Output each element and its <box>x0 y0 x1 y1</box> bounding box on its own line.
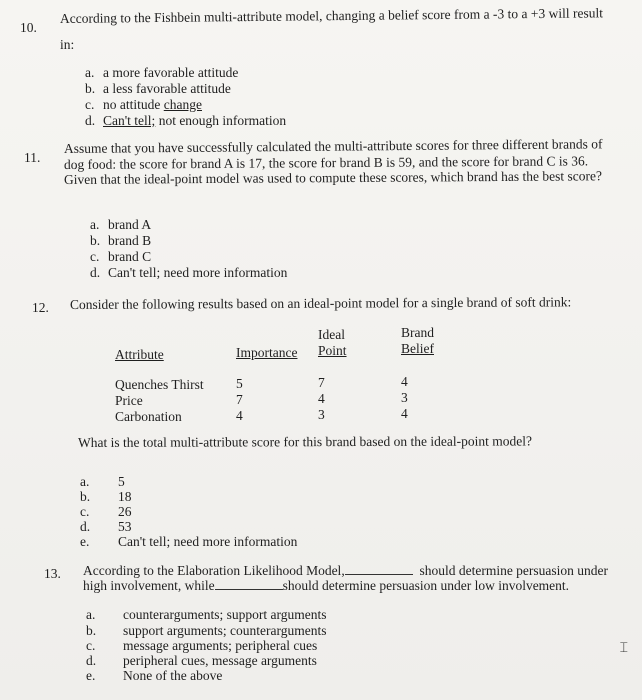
q12-option-d[interactable]: d. 53 <box>80 519 132 534</box>
q11-text-line2: dog food: the score for brand A is 17, the score for brand B is 59, and the score for brand C is 36. <box>63 153 589 172</box>
q12-option-e[interactable]: e. Can't tell; need more information <box>80 534 298 549</box>
q10-number: 10. <box>20 20 37 35</box>
q11-option-a[interactable]: a. brand A <box>90 217 152 232</box>
table-row-belief: 4 <box>401 406 408 421</box>
blank-1[interactable] <box>345 574 413 575</box>
q13-option-a[interactable]: a. counterarguments; support arguments <box>86 607 327 622</box>
table-row-attribute: Carbonation <box>115 409 182 424</box>
q10-option-a[interactable]: a. a more favorable attitude <box>85 65 239 80</box>
q12-text: Consider the following results based on an ideal-point model for a single brand of soft drink: <box>69 294 572 312</box>
text-cursor-icon: ⌶ <box>619 640 628 656</box>
table-row-importance: 7 <box>236 392 243 407</box>
table-row-importance: 4 <box>236 408 243 423</box>
table-row-importance: 5 <box>236 376 243 391</box>
q11-text-line3: Given that the ideal-point model was used to compute these scores, which brand has the best score? <box>63 168 603 187</box>
q11-number: 11. <box>24 150 41 165</box>
q13-text-line2: high involvement, while should determine persuasion under low involvement. <box>83 578 570 593</box>
q11-option-b[interactable]: b. brand B <box>90 233 152 248</box>
q13-number: 13. <box>44 566 61 581</box>
q11-option-d[interactable]: d. Can't tell; need more information <box>90 265 288 280</box>
q11-text-line1: Assume that you have successfully calculated the multi-attribute scores for three different brands of <box>63 136 603 156</box>
table-row-ideal: 3 <box>318 407 325 422</box>
q13-text-line1: According to the Elaboration Likelihood Model, should determine persuasion under <box>83 563 609 578</box>
blank-2[interactable] <box>215 589 283 590</box>
table-header-ideal-bottom: Point <box>318 343 347 358</box>
q13-option-c[interactable]: c. message arguments; peripheral cues <box>86 638 318 653</box>
q13-option-e[interactable]: e. None of the above <box>86 668 223 683</box>
q13-option-d[interactable]: d. peripheral cues, message arguments <box>86 653 317 668</box>
table-header-brand-top: Brand <box>401 325 434 340</box>
q10-option-c[interactable]: c. no attitude change <box>85 97 202 112</box>
table-header-importance: Importance <box>236 345 298 360</box>
table-row-ideal: 7 <box>318 375 325 390</box>
q11-option-c[interactable]: c. brand C <box>90 249 152 264</box>
q12-option-a[interactable]: a. 5 <box>80 474 125 489</box>
q10-option-d[interactable]: d. Can't tell; not enough information <box>85 113 287 128</box>
table-row-attribute: Price <box>115 393 143 408</box>
q10-text-line2: in: <box>60 37 75 52</box>
table-header-attribute: Attribute <box>115 347 164 362</box>
table-row-ideal: 4 <box>318 391 325 406</box>
table-header-brand-bottom: Belief <box>401 341 434 356</box>
q12-number: 12. <box>32 300 49 315</box>
table-row-attribute: Quenches Thirst <box>115 377 204 392</box>
q10-option-b[interactable]: b. a less favorable attitude <box>85 81 231 96</box>
q10-text-line1: According to the Fishbein multi-attribute model, changing a belief score from a -3 to a +3 will result <box>59 5 604 26</box>
q13-option-b[interactable]: b. support arguments; counterarguments <box>86 623 327 638</box>
table-header-ideal-top: Ideal <box>318 327 345 342</box>
q12-option-b[interactable]: b. 18 <box>80 489 132 504</box>
q12-option-c[interactable]: c. 26 <box>80 504 132 519</box>
q12-question: What is the total multi-attribute score for this brand based on the ideal-point model? <box>77 433 533 450</box>
table-row-belief: 4 <box>401 374 408 389</box>
table-row-belief: 3 <box>401 390 408 405</box>
